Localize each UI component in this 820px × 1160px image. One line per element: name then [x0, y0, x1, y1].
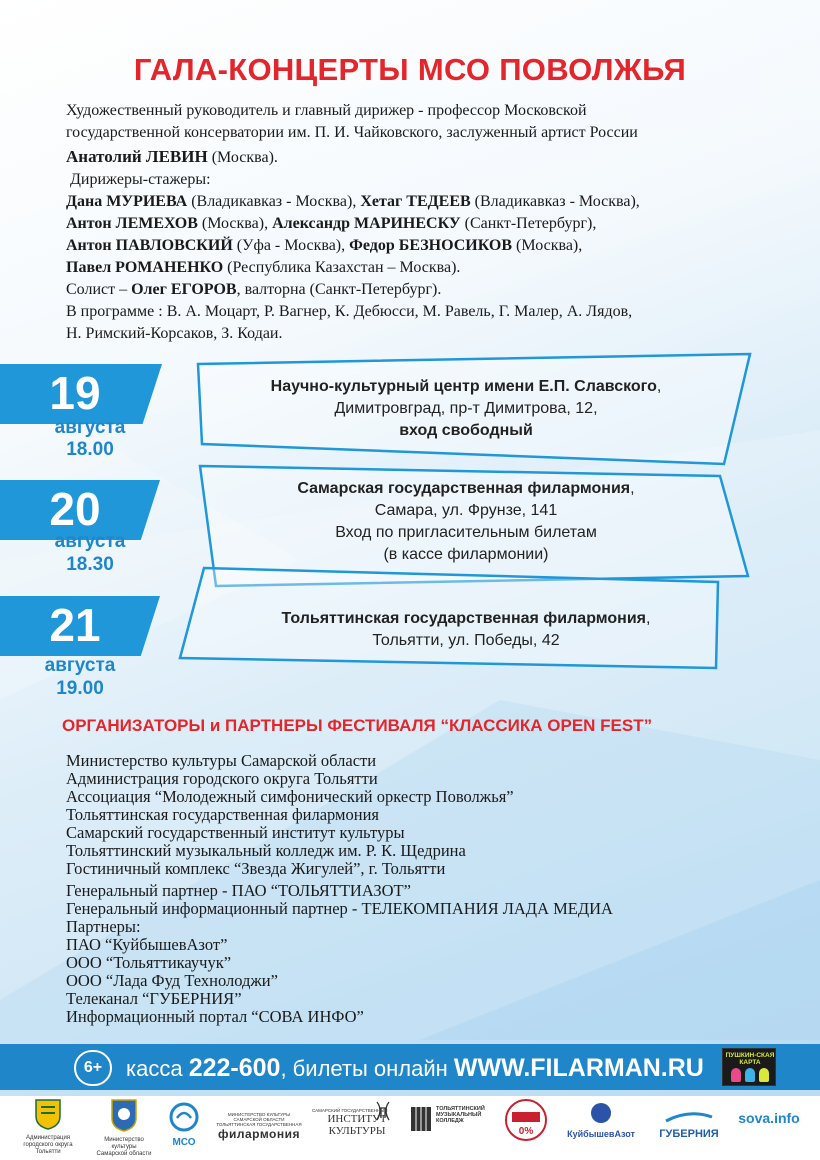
trainee-name: Дана МУРИЕВА: [66, 193, 188, 210]
tolyatti-caption: Администрация городского округа Тольятти: [23, 1135, 73, 1155]
trainees-line-1: [66, 191, 746, 213]
ticket-info: [126, 1053, 704, 1084]
organizers-title: ОРГАНИЗАТОРЫ и ПАРТНЕРЫ ФЕСТИВАЛЯ “КЛАССИКА OPEN FEST”: [62, 716, 653, 735]
venue-suffix: ,: [630, 480, 635, 497]
ministry-logo: [92, 1098, 156, 1158]
venue-note: Вход по пригласительным билетам: [335, 524, 597, 541]
venue-address: Димитровград, пр-т Димитрова, 12,: [334, 400, 598, 417]
partner-item: ООО “Лада Фуд Технолоджи”: [66, 971, 278, 990]
organizers-list: [66, 752, 766, 878]
zero-label: 0%: [518, 1126, 534, 1137]
trainee-city: (Уфа - Москва),: [232, 237, 350, 254]
promo-figure-icon: [745, 1068, 755, 1082]
institute-label: ИНСТИТУТ КУЛЬТУРЫ: [327, 1113, 387, 1137]
venue-suffix: ,: [656, 378, 662, 395]
venue-name: Тольяттинская государственная филармония: [281, 610, 646, 627]
soloist-name: Олег ЕГОРОВ: [131, 281, 237, 298]
intro-line-1: Художественный руководитель и главный дирижер - профессор Московской: [66, 102, 587, 119]
organizer-item: Тольяттинская государственная филармония: [66, 805, 380, 824]
age-rating-badge: 6+: [74, 1050, 112, 1086]
tolyatti-logo: [18, 1098, 78, 1156]
ticket-label: касса: [126, 1056, 189, 1081]
concert-month: августа: [54, 417, 126, 438]
filarmonia-label: филармония: [217, 1127, 301, 1141]
ticket-website-link[interactable]: WWW.FILARMAN.RU: [453, 1054, 704, 1082]
trainee-name: Антон ПАВЛОВСКИЙ: [66, 237, 233, 254]
venue-suffix: ,: [645, 610, 651, 627]
organizer-item: Администрация городского округа Тольятти: [66, 769, 378, 788]
concert-month: августа: [44, 655, 116, 676]
venue-name: Самарская государственная филармония: [297, 480, 631, 497]
trainees-line-2: [66, 213, 746, 235]
program-line-2: Н. Римский-Корсаков, З. Кодаи.: [66, 325, 283, 342]
ticket-phone[interactable]: 222-600: [188, 1054, 281, 1082]
trainees-line-3: [66, 235, 746, 257]
concert-day: 19: [49, 367, 101, 419]
venue-name: Научно-культурный центр имени Е.П. Славского: [270, 378, 657, 395]
trainees-line-4: [66, 257, 746, 279]
trainee-city: (Владикавказ - Москва),: [187, 193, 361, 210]
college-label: ТОЛЬЯТТИНСКИЙ МУЗЫКАЛЬНЫЙ КОЛЛЕДЖ: [436, 1106, 485, 1124]
soloist-role: , валторна (Санкт-Петербург).: [236, 281, 442, 298]
kuibyshevazot-label: КуйбышевАзот: [567, 1129, 635, 1139]
samara-crest-icon: [109, 1098, 139, 1132]
filarmonia-small-text: МИНИСТЕРСТВО КУЛЬТУРЫ САМАРСКОЙ ОБЛАСТИ ТОЛЬЯТТИНСКАЯ ГОСУДАРСТВЕННАЯ: [216, 1112, 302, 1127]
page-title: ГАЛА-КОНЦЕРТЫ МСО ПОВОЛЖЬЯ: [133, 52, 687, 87]
trainee-city: (Москва),: [512, 237, 583, 254]
soloist-label: Солист –: [66, 281, 132, 298]
trainees-label: Дирижеры-стажеры:: [70, 171, 211, 188]
ministry-caption-1: Министерство культуры: [104, 1137, 144, 1150]
concert-day: 21: [49, 599, 101, 651]
trainee-name: Федор БЕЗНОСИКОВ: [349, 237, 513, 254]
ticket-online-label: , билеты онлайн: [280, 1056, 454, 1081]
lyre-icon: [372, 1100, 394, 1127]
partners-list: [66, 882, 766, 1026]
concert-day: 20: [49, 483, 101, 535]
concert-time: 18.00: [66, 439, 114, 460]
director-line: [66, 146, 746, 169]
organizer-item: Тольяттинский музыкальный колледж им. Р. К. Щедрина: [66, 841, 466, 860]
concert-time: 19.00: [56, 678, 104, 699]
organizer-item: Гостиничный комплекс “Звезда Жигулей”, г. Тольятти: [66, 859, 446, 878]
trainee-city: (Владикавказ - Москва),: [470, 193, 640, 210]
concert-time: 18.30: [66, 554, 114, 575]
mso-label: МСО: [172, 1137, 196, 1148]
promo-figure-icon: [731, 1068, 741, 1082]
sova-logo: [734, 1110, 804, 1126]
organizer-item: Самарский государственный институт культуры: [66, 823, 405, 842]
partner-item: ООО “Тольяттикаучук”: [66, 953, 232, 972]
trainee-name: Александр МАРИНЕСКУ: [272, 215, 461, 232]
trainee-city: (Санкт-Петербург),: [460, 215, 597, 232]
program-line-1: В программе : В. А. Моцарт, Р. Вагнер, К. Дебюсси, М. Равель, Г. Малер, А. Лядов,: [66, 303, 633, 320]
mso-logo: [162, 1102, 206, 1148]
promo-figure-icon: [759, 1068, 769, 1082]
mso-swirl-icon: [169, 1102, 199, 1132]
promo-text: ПУШКИН-СКАЯ КАРТА: [725, 1052, 775, 1066]
trainee-name: Павел РОМАНЕНКО: [66, 259, 224, 276]
trainee-city: (Республика Казахстан – Москва).: [223, 259, 461, 276]
partner-item: Информационный портал “СОВА ИНФО”: [66, 1007, 364, 1026]
venue-2: [206, 478, 726, 566]
trainee-name: Хетаг ТЕДЕЕВ: [360, 193, 471, 210]
venue-address: Тольятти, ул. Победы, 42: [372, 632, 560, 649]
kuibyshevazot-logo: [562, 1102, 640, 1139]
intro-text: [66, 100, 746, 345]
logos-footer: [0, 1096, 820, 1160]
venue-note-2: (в кассе филармонии): [383, 546, 549, 563]
venue-3: [206, 608, 726, 652]
tolyatti-crest-icon: [34, 1098, 62, 1130]
concert-month: августа: [54, 531, 126, 552]
zero-beer-logo: [504, 1098, 548, 1147]
director-city: (Москва).: [207, 149, 278, 166]
institute-small-text: САМАРСКИЙ ГОСУДАРСТВЕННЫЙ: [312, 1108, 388, 1113]
gubernia-swoosh-icon: [664, 1111, 714, 1123]
piano-keys-icon: [410, 1106, 432, 1132]
pushkin-card-promo: [722, 1048, 776, 1086]
soloist-line: [66, 279, 746, 301]
filarmonia-logo: [214, 1112, 304, 1141]
partner-item: Партнеры:: [66, 917, 141, 936]
trainee-city: (Москва),: [197, 215, 273, 232]
ministry-caption-2: Самарской области: [96, 1151, 152, 1157]
venue-note: вход свободный: [399, 422, 533, 439]
college-logo: [410, 1106, 490, 1132]
gubernia-logo: [654, 1110, 724, 1140]
kuibyshevazot-icon: [590, 1102, 612, 1124]
organizer-item: Министерство культуры Самарской области: [66, 751, 377, 770]
trainee-name: Антон ЛЕМЕХОВ: [66, 215, 198, 232]
intro-line-2: государственной консерватории им. П. И. Чайковского, заслуженный артист России: [66, 124, 638, 141]
partner-item: Генеральный партнер - ПАО “ТОЛЬЯТТИАЗОТ”: [66, 881, 411, 900]
venue-address: Самара, ул. Фрунзе, 141: [374, 502, 558, 519]
partner-item: ПАО “КуйбышевАзот”: [66, 935, 228, 954]
director-name: Анатолий ЛЕВИН: [66, 147, 208, 166]
organizer-item: Ассоциация “Молодежный симфонический оркестр Поволжья”: [66, 787, 514, 806]
venue-1: [206, 376, 726, 442]
partner-item: Генеральный информационный партнер - ТЕЛЕКОМПАНИЯ ЛАДА МЕДИА: [66, 899, 613, 918]
partner-item: Телеканал “ГУБЕРНИЯ”: [66, 989, 242, 1008]
gubernia-label: ГУБЕРНИЯ: [659, 1128, 719, 1140]
sova-label: sova.info: [738, 1110, 800, 1126]
